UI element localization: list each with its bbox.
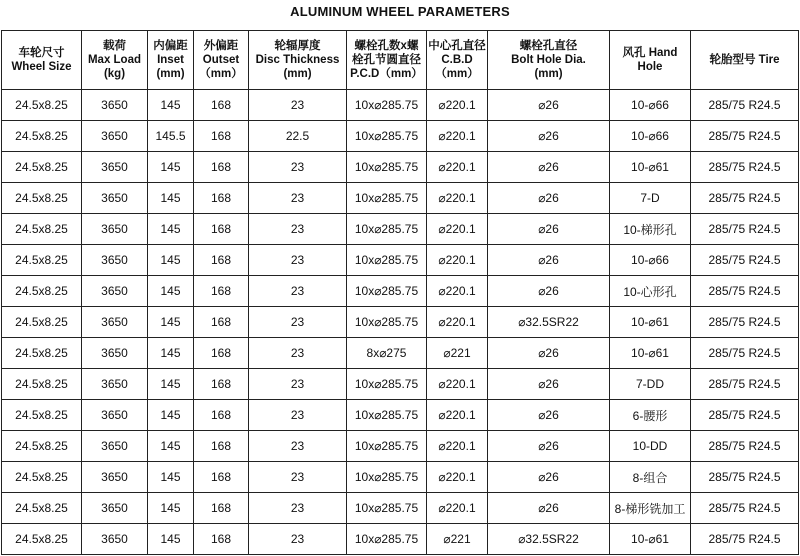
cell-max-load: 3650 bbox=[82, 183, 148, 214]
cell-inset: 145 bbox=[148, 524, 194, 555]
cell-bolt-hole-dia: ⌀26 bbox=[488, 90, 610, 121]
cell-hand-hole: 10-⌀61 bbox=[610, 524, 691, 555]
column-header-line: Disc Thickness bbox=[255, 54, 340, 66]
cell-max-load: 3650 bbox=[82, 214, 148, 245]
cell-max-load: 3650 bbox=[82, 152, 148, 183]
cell-hand-hole: 7-D bbox=[610, 183, 691, 214]
cell-bolt-hole-dia: ⌀32.5SR22 bbox=[488, 524, 610, 555]
table-row bbox=[2, 307, 799, 338]
column-header-line: Wheel Size bbox=[11, 61, 72, 73]
cell-pcd: 10x⌀285.75 bbox=[347, 183, 427, 214]
cell-hand-hole: 10-⌀66 bbox=[610, 90, 691, 121]
cell-cbd: ⌀220.1 bbox=[427, 276, 488, 307]
column-header-inset bbox=[148, 31, 194, 90]
cell-cbd: ⌀221 bbox=[427, 338, 488, 369]
column-header-max-load bbox=[82, 31, 148, 90]
cell-hand-hole: 10-⌀61 bbox=[610, 307, 691, 338]
cell-outset: 168 bbox=[194, 369, 249, 400]
column-header-line: Inset bbox=[157, 54, 184, 66]
cell-pcd: 10x⌀285.75 bbox=[347, 307, 427, 338]
cell-inset: 145 bbox=[148, 369, 194, 400]
cell-disc-thickness: 23 bbox=[249, 400, 347, 431]
cell-outset: 168 bbox=[194, 90, 249, 121]
table-row bbox=[2, 152, 799, 183]
cell-max-load: 3650 bbox=[82, 431, 148, 462]
cell-outset: 168 bbox=[194, 462, 249, 493]
cell-bolt-hole-dia: ⌀26 bbox=[488, 276, 610, 307]
cell-pcd: 10x⌀285.75 bbox=[347, 90, 427, 121]
cell-disc-thickness: 23 bbox=[249, 183, 347, 214]
column-header-line: (mm) bbox=[156, 68, 185, 80]
cell-max-load: 3650 bbox=[82, 369, 148, 400]
cell-inset: 145 bbox=[148, 400, 194, 431]
table-row bbox=[2, 431, 799, 462]
cell-hand-hole: 10-心形孔 bbox=[610, 276, 691, 307]
column-header-line: （mm） bbox=[435, 68, 479, 80]
cell-cbd: ⌀220.1 bbox=[427, 369, 488, 400]
cell-disc-thickness: 23 bbox=[249, 152, 347, 183]
table-row bbox=[2, 338, 799, 369]
cell-pcd: 10x⌀285.75 bbox=[347, 214, 427, 245]
cell-tire: 285/75 R24.5 bbox=[691, 90, 799, 121]
cell-max-load: 3650 bbox=[82, 493, 148, 524]
cell-disc-thickness: 23 bbox=[249, 369, 347, 400]
cell-disc-thickness: 23 bbox=[249, 524, 347, 555]
cell-outset: 168 bbox=[194, 400, 249, 431]
table-body bbox=[2, 90, 799, 555]
cell-tire: 285/75 R24.5 bbox=[691, 462, 799, 493]
column-header-bolt-hole-dia bbox=[488, 31, 610, 90]
cell-hand-hole: 10-DD bbox=[610, 431, 691, 462]
cell-bolt-hole-dia: ⌀26 bbox=[488, 462, 610, 493]
cell-inset: 145 bbox=[148, 462, 194, 493]
cell-hand-hole: 10-梯形孔 bbox=[610, 214, 691, 245]
cell-outset: 168 bbox=[194, 307, 249, 338]
header-row bbox=[2, 31, 799, 90]
cell-wheel-size: 24.5x8.25 bbox=[2, 245, 82, 276]
cell-tire: 285/75 R24.5 bbox=[691, 214, 799, 245]
cell-wheel-size: 24.5x8.25 bbox=[2, 152, 82, 183]
cell-disc-thickness: 23 bbox=[249, 90, 347, 121]
cell-pcd: 10x⌀285.75 bbox=[347, 524, 427, 555]
cell-inset: 145 bbox=[148, 183, 194, 214]
cell-hand-hole: 8-梯形铣加工 bbox=[610, 493, 691, 524]
column-header-outset bbox=[194, 31, 249, 90]
cell-outset: 168 bbox=[194, 524, 249, 555]
column-header-line: 轮胎型号 Tire bbox=[709, 54, 780, 66]
cell-bolt-hole-dia: ⌀26 bbox=[488, 152, 610, 183]
cell-disc-thickness: 23 bbox=[249, 338, 347, 369]
cell-tire: 285/75 R24.5 bbox=[691, 121, 799, 152]
cell-wheel-size: 24.5x8.25 bbox=[2, 90, 82, 121]
cell-hand-hole: 7-DD bbox=[610, 369, 691, 400]
cell-max-load: 3650 bbox=[82, 338, 148, 369]
table-row bbox=[2, 214, 799, 245]
cell-tire: 285/75 R24.5 bbox=[691, 524, 799, 555]
cell-tire: 285/75 R24.5 bbox=[691, 307, 799, 338]
cell-wheel-size: 24.5x8.25 bbox=[2, 214, 82, 245]
cell-cbd: ⌀220.1 bbox=[427, 245, 488, 276]
column-header-tire bbox=[691, 31, 799, 90]
cell-wheel-size: 24.5x8.25 bbox=[2, 524, 82, 555]
cell-pcd: 10x⌀285.75 bbox=[347, 431, 427, 462]
cell-disc-thickness: 22.5 bbox=[249, 121, 347, 152]
cell-pcd: 8x⌀275 bbox=[347, 338, 427, 369]
cell-max-load: 3650 bbox=[82, 276, 148, 307]
cell-inset: 145 bbox=[148, 152, 194, 183]
cell-disc-thickness: 23 bbox=[249, 245, 347, 276]
cell-pcd: 10x⌀285.75 bbox=[347, 462, 427, 493]
column-header-wheel-size bbox=[2, 31, 82, 90]
cell-disc-thickness: 23 bbox=[249, 307, 347, 338]
column-header-line: Max Load bbox=[87, 54, 142, 66]
cell-cbd: ⌀220.1 bbox=[427, 493, 488, 524]
cell-hand-hole: 10-⌀66 bbox=[610, 245, 691, 276]
cell-bolt-hole-dia: ⌀26 bbox=[488, 245, 610, 276]
cell-inset: 145 bbox=[148, 493, 194, 524]
cell-inset: 145 bbox=[148, 90, 194, 121]
cell-bolt-hole-dia: ⌀26 bbox=[488, 183, 610, 214]
cell-tire: 285/75 R24.5 bbox=[691, 338, 799, 369]
cell-pcd: 10x⌀285.75 bbox=[347, 152, 427, 183]
wheel-parameters-table bbox=[1, 30, 799, 555]
cell-cbd: ⌀220.1 bbox=[427, 121, 488, 152]
cell-pcd: 10x⌀285.75 bbox=[347, 245, 427, 276]
column-header-line: 轮辐厚度 bbox=[274, 40, 321, 52]
cell-cbd: ⌀220.1 bbox=[427, 214, 488, 245]
cell-bolt-hole-dia: ⌀26 bbox=[488, 431, 610, 462]
cell-cbd: ⌀220.1 bbox=[427, 152, 488, 183]
column-header-cbd bbox=[427, 31, 488, 90]
cell-inset: 145 bbox=[148, 276, 194, 307]
cell-cbd: ⌀220.1 bbox=[427, 183, 488, 214]
cell-outset: 168 bbox=[194, 431, 249, 462]
cell-outset: 168 bbox=[194, 338, 249, 369]
cell-pcd: 10x⌀285.75 bbox=[347, 276, 427, 307]
cell-pcd: 10x⌀285.75 bbox=[347, 493, 427, 524]
table-row bbox=[2, 493, 799, 524]
table-row bbox=[2, 369, 799, 400]
cell-inset: 145 bbox=[148, 338, 194, 369]
column-header-line: C.B.D bbox=[441, 54, 473, 66]
column-header-line: 风孔 Hand bbox=[622, 47, 678, 59]
column-header-line: 螺栓孔数x螺 bbox=[354, 40, 419, 52]
cell-max-load: 3650 bbox=[82, 307, 148, 338]
cell-tire: 285/75 R24.5 bbox=[691, 431, 799, 462]
cell-max-load: 3650 bbox=[82, 121, 148, 152]
cell-wheel-size: 24.5x8.25 bbox=[2, 400, 82, 431]
cell-hand-hole: 6-腰形 bbox=[610, 400, 691, 431]
table-row bbox=[2, 183, 799, 214]
cell-bolt-hole-dia: ⌀26 bbox=[488, 214, 610, 245]
cell-inset: 145 bbox=[148, 245, 194, 276]
column-header-line: 螺栓孔直径 bbox=[519, 40, 578, 52]
cell-disc-thickness: 23 bbox=[249, 431, 347, 462]
column-header-line: Bolt Hole Dia. bbox=[511, 54, 586, 66]
cell-wheel-size: 24.5x8.25 bbox=[2, 307, 82, 338]
cell-tire: 285/75 R24.5 bbox=[691, 152, 799, 183]
cell-tire: 285/75 R24.5 bbox=[691, 276, 799, 307]
cell-pcd: 10x⌀285.75 bbox=[347, 121, 427, 152]
cell-max-load: 3650 bbox=[82, 462, 148, 493]
column-header-hand-hole bbox=[610, 31, 691, 90]
cell-max-load: 3650 bbox=[82, 90, 148, 121]
cell-wheel-size: 24.5x8.25 bbox=[2, 462, 82, 493]
cell-max-load: 3650 bbox=[82, 245, 148, 276]
table-row bbox=[2, 462, 799, 493]
cell-hand-hole: 10-⌀61 bbox=[610, 338, 691, 369]
cell-wheel-size: 24.5x8.25 bbox=[2, 431, 82, 462]
cell-bolt-hole-dia: ⌀26 bbox=[488, 493, 610, 524]
column-header-line: 外偏距 bbox=[203, 40, 239, 52]
cell-disc-thickness: 23 bbox=[249, 493, 347, 524]
cell-outset: 168 bbox=[194, 121, 249, 152]
column-header-line: (mm) bbox=[283, 68, 312, 80]
cell-outset: 168 bbox=[194, 152, 249, 183]
cell-wheel-size: 24.5x8.25 bbox=[2, 338, 82, 369]
column-header-line: Outset bbox=[202, 54, 240, 66]
cell-hand-hole: 8-组合 bbox=[610, 462, 691, 493]
cell-inset: 145 bbox=[148, 307, 194, 338]
cell-pcd: 10x⌀285.75 bbox=[347, 400, 427, 431]
cell-outset: 168 bbox=[194, 493, 249, 524]
cell-outset: 168 bbox=[194, 245, 249, 276]
table-title: ALUMINUM WHEEL PARAMETERS bbox=[290, 4, 510, 19]
cell-outset: 168 bbox=[194, 183, 249, 214]
column-header-line: (kg) bbox=[103, 68, 126, 80]
column-header-line: 车轮尺寸 bbox=[18, 47, 65, 59]
table-row bbox=[2, 121, 799, 152]
cell-wheel-size: 24.5x8.25 bbox=[2, 493, 82, 524]
cell-hand-hole: 10-⌀66 bbox=[610, 121, 691, 152]
column-header-line: (mm) bbox=[534, 68, 563, 80]
table-row bbox=[2, 245, 799, 276]
cell-cbd: ⌀220.1 bbox=[427, 400, 488, 431]
cell-cbd: ⌀220.1 bbox=[427, 90, 488, 121]
cell-cbd: ⌀221 bbox=[427, 524, 488, 555]
table-row bbox=[2, 524, 799, 555]
cell-hand-hole: 10-⌀61 bbox=[610, 152, 691, 183]
cell-bolt-hole-dia: ⌀26 bbox=[488, 400, 610, 431]
cell-outset: 168 bbox=[194, 276, 249, 307]
cell-inset: 145 bbox=[148, 431, 194, 462]
cell-cbd: ⌀220.1 bbox=[427, 462, 488, 493]
cell-pcd: 10x⌀285.75 bbox=[347, 369, 427, 400]
cell-disc-thickness: 23 bbox=[249, 462, 347, 493]
cell-inset: 145.5 bbox=[148, 121, 194, 152]
cell-outset: 168 bbox=[194, 214, 249, 245]
table-row bbox=[2, 400, 799, 431]
table-row bbox=[2, 90, 799, 121]
column-header-disc-thickness bbox=[249, 31, 347, 90]
column-header-pcd bbox=[347, 31, 427, 90]
cell-bolt-hole-dia: ⌀26 bbox=[488, 369, 610, 400]
table-row bbox=[2, 276, 799, 307]
cell-wheel-size: 24.5x8.25 bbox=[2, 276, 82, 307]
cell-max-load: 3650 bbox=[82, 524, 148, 555]
cell-disc-thickness: 23 bbox=[249, 276, 347, 307]
cell-wheel-size: 24.5x8.25 bbox=[2, 369, 82, 400]
column-header-line: 载荷 bbox=[103, 40, 126, 52]
cell-inset: 145 bbox=[148, 214, 194, 245]
cell-max-load: 3650 bbox=[82, 400, 148, 431]
column-header-line: 中心孔直径 bbox=[428, 40, 486, 52]
cell-wheel-size: 24.5x8.25 bbox=[2, 183, 82, 214]
cell-cbd: ⌀220.1 bbox=[427, 431, 488, 462]
cell-tire: 285/75 R24.5 bbox=[691, 183, 799, 214]
cell-disc-thickness: 23 bbox=[249, 214, 347, 245]
cell-wheel-size: 24.5x8.25 bbox=[2, 121, 82, 152]
cell-bolt-hole-dia: ⌀26 bbox=[488, 338, 610, 369]
column-header-line: 内偏距 bbox=[153, 40, 188, 52]
column-header-line: Hole bbox=[637, 61, 663, 73]
cell-tire: 285/75 R24.5 bbox=[691, 493, 799, 524]
column-header-line: P.C.D（mm） bbox=[350, 68, 423, 80]
cell-tire: 285/75 R24.5 bbox=[691, 369, 799, 400]
column-header-line: 栓孔节圆直径 bbox=[352, 54, 421, 66]
column-header-line: （mm） bbox=[199, 68, 243, 80]
cell-tire: 285/75 R24.5 bbox=[691, 400, 799, 431]
cell-cbd: ⌀220.1 bbox=[427, 307, 488, 338]
cell-tire: 285/75 R24.5 bbox=[691, 245, 799, 276]
cell-bolt-hole-dia: ⌀26 bbox=[488, 121, 610, 152]
cell-bolt-hole-dia: ⌀32.5SR22 bbox=[488, 307, 610, 338]
